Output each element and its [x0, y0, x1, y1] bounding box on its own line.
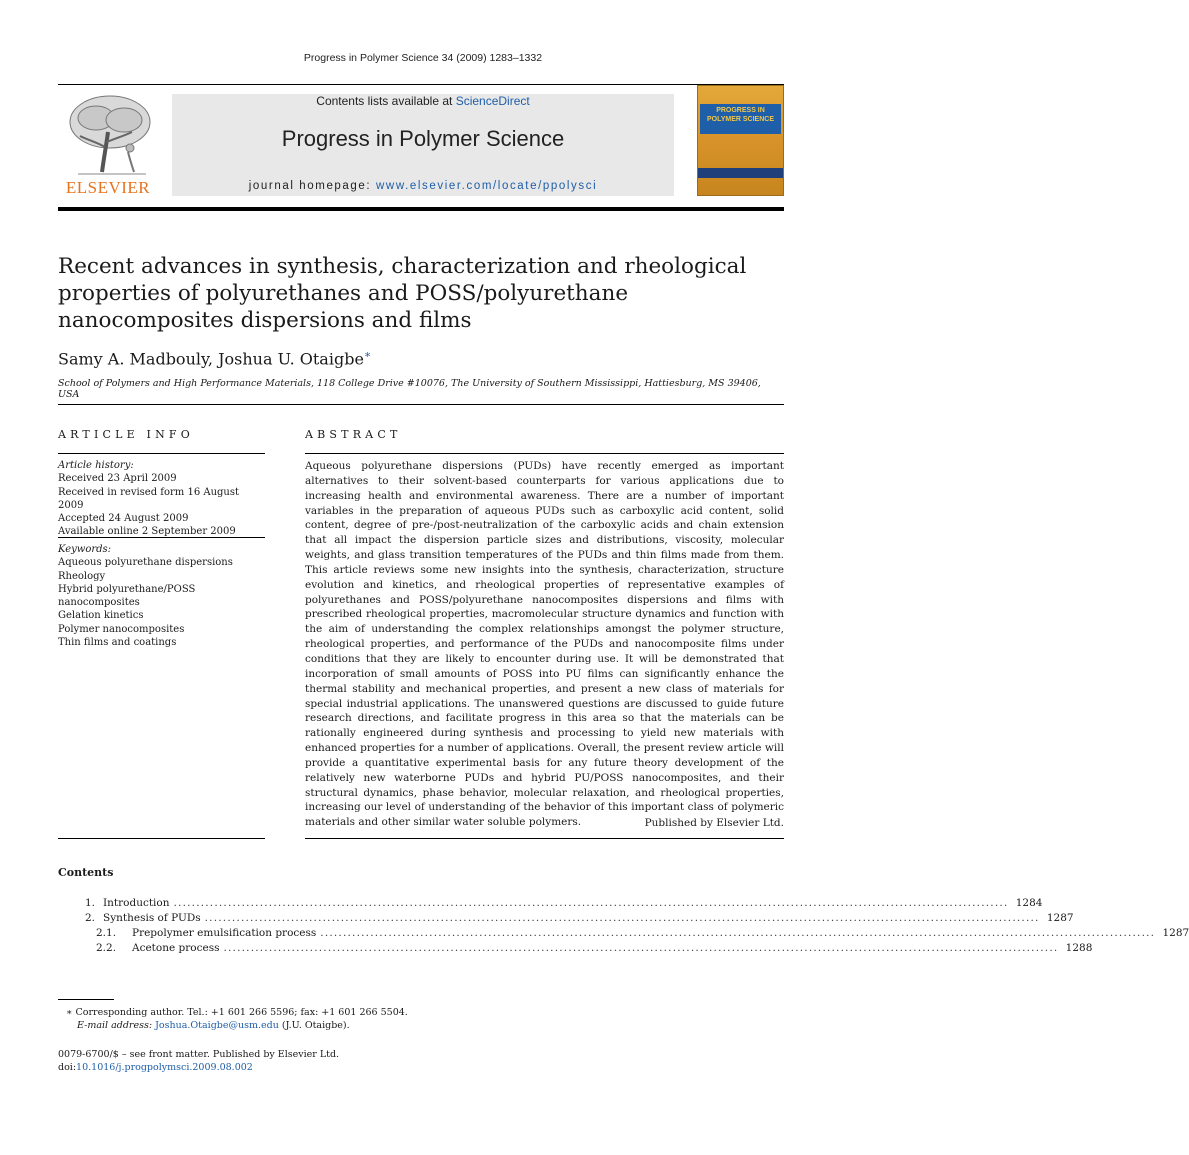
- toc-page: 1288: [1065, 942, 1093, 954]
- footnote-rule: [58, 999, 114, 1000]
- corresponding-author-text: Corresponding author. Tel.: +1 601 266 5596; fax: +1 601 266 5504.: [75, 1007, 408, 1018]
- toc-leader: ........................................................................................................................................................................................: [223, 942, 1059, 954]
- contents-prefix: Contents lists available at: [316, 94, 456, 108]
- toc-page: 1287: [1162, 927, 1189, 939]
- toc-label: Introduction: [103, 897, 170, 909]
- keywords-list: [58, 543, 278, 649]
- toc-label: Acetone process: [132, 942, 220, 954]
- header-rule: [58, 84, 784, 85]
- journal-homepage-line: [172, 180, 674, 192]
- contents-heading: Contents: [58, 866, 114, 879]
- corresponding-author-footnote: [66, 1006, 784, 1019]
- issn-line: 0079-6700/$ – see front matter. Published by Elsevier Ltd.: [58, 1049, 340, 1060]
- toc-leader: ........................................................................................................................................................................................: [204, 912, 1040, 924]
- toc-number: 2.2.: [96, 942, 117, 954]
- doi-line: [58, 1061, 784, 1074]
- history-item: Received 23 April 2009: [58, 473, 177, 485]
- toc-page: 1287: [1046, 912, 1074, 924]
- email-label: E-mail address:: [77, 1020, 153, 1031]
- article-info-heading: ARTICLE INFO: [58, 428, 194, 441]
- article-info-bottom-rule: [58, 838, 265, 839]
- cover-strip: [698, 168, 783, 178]
- keyword-item: Aqueous polyurethane dispersions: [58, 557, 233, 569]
- article-title: Recent advances in synthesis, characterization and rheological properties of polyurethanes and POSS/polyurethane nanocomposites dispersions and films: [58, 254, 747, 333]
- article-history: [58, 459, 265, 539]
- toc-label: Synthesis of PUDs: [103, 912, 201, 924]
- keywords-label: Keywords:: [58, 544, 112, 555]
- affiliation-rule: [58, 404, 784, 405]
- toc-page: 1284: [1015, 897, 1043, 909]
- keywords-rule: [58, 537, 265, 538]
- journal-name: Progress in Polymer Science: [281, 126, 565, 151]
- homepage-link[interactable]: www.elsevier.com/locate/ppolysci: [376, 180, 598, 192]
- article-authors: [58, 348, 371, 368]
- elsevier-wordmark: ELSEVIER: [65, 178, 151, 197]
- toc-entry[interactable]: [58, 927, 1189, 942]
- keyword-item: Thin films and coatings: [58, 637, 177, 649]
- toc-leader: ........................................................................................................................................................................................: [173, 897, 1009, 909]
- published-by: Published by Elsevier Ltd.: [644, 817, 784, 829]
- toc-number: 2.1.: [96, 927, 117, 939]
- toc-number: 2.: [84, 912, 95, 924]
- keyword-item: Gelation kinetics: [58, 610, 144, 622]
- doi-link[interactable]: 10.1016/j.progpolymsci.2009.08.002: [76, 1062, 253, 1073]
- sciencedirect-link[interactable]: ScienceDirect: [455, 94, 530, 108]
- toc-entry[interactable]: [58, 912, 1074, 927]
- toc-leader: ........................................................................................................................................................................................: [320, 927, 1156, 939]
- history-item: Accepted 24 August 2009: [58, 513, 189, 525]
- email-link[interactable]: Joshua.Otaigbe@usm.edu: [155, 1020, 279, 1031]
- keyword-item: Rheology: [58, 570, 106, 582]
- abstract-rule: [305, 453, 784, 454]
- running-head: Progress in Polymer Science 34 (2009) 1283–1332: [303, 52, 543, 64]
- doi-prefix: doi:: [58, 1062, 77, 1073]
- contents-available-line: [172, 94, 674, 108]
- toc-label: Prepolymer emulsification process: [132, 927, 317, 939]
- keyword-item: Hybrid polyurethane/POSS nanocomposites: [58, 583, 196, 609]
- corresponding-author-mark[interactable]: ∗: [363, 348, 372, 361]
- toc-number: 1.: [84, 897, 95, 909]
- homepage-prefix: journal homepage:: [248, 180, 377, 192]
- author-affiliation: School of Polymers and High Performance Materials, 118 College Drive #10076, The University of Southern Mississippi, Hattiesburg, MS 39406, USA: [58, 378, 761, 400]
- toc-entry[interactable]: [58, 897, 1043, 912]
- abstract-heading: ABSTRACT: [305, 428, 402, 441]
- email-footnote: [77, 1019, 784, 1032]
- author-names: Samy A. Madbouly, Joshua U. Otaigbe: [58, 349, 364, 369]
- journal-cover-thumbnail: [697, 85, 784, 196]
- abstract-text: Aqueous polyurethane dispersions (PUDs) have recently emerged as important alternatives to their solvent-based counterparts for various applications due to increasing health and environmental awareness. There are a number of important variables in the preparation of aqueous PUDs such as carboxylic acid content, solid content, degree of pre-/post-neutralization of the carboxylic acids and chain extension that all impact the dispersion particle sizes and distributions, viscosity, molecular weights, and glass transition temperatures of the PUDs and thin films made from them. This article reviews some new insights into the synthesis, characterization, structure evolution and kinetics, and rheological properties of representative examples of polyurethanes and POSS/polyurethane nanocomposites dispersions and films with prescribed rheological properties, macromolecular structure dynamics and function with the aim of understanding the complex relationships amongst the polymer structure, rheological properties, and performance of the PUDs and nanocomposite films under conditions that they are likely to encounter during use. It will be demonstrated that incorporation of small amounts of POSS into PU films can significantly enhance the thermal stability and mechanical properties, and present a new class of materials for special industrial applications. The unanswered questions are discussed to guide future research directions, and facilitate progress in this area so that the materials can be rationally engineered during synthesis and processing to yield new materials with enhanced properties for a number of applications. Overall, the present review article will provide a quantitative experimental basis for any future theory development of the relatively new waterborne PUDs and hybrid PU/POSS nanocomposites, and their structural dynamics, phase behavior, molecular relaxation, and rheological properties, increasing our level of understanding of the behavior of this important class of polymeric materials and other similar water soluble polymers.: [305, 460, 784, 829]
- article-info-rule: [58, 453, 265, 454]
- keyword-item: Polymer nanocomposites: [58, 623, 185, 635]
- email-suffix: (J.U. Otaigbe).: [281, 1020, 350, 1031]
- article-history-label: Article history:: [58, 460, 134, 471]
- cover-title: PROGRESS IN POLYMER SCIENCE: [700, 104, 781, 134]
- history-item: Received in revised form 16 August 2009: [58, 486, 240, 511]
- footnote-mark: ∗: [66, 1007, 73, 1018]
- toc-entry[interactable]: [58, 942, 1093, 957]
- abstract-bottom-rule: [305, 838, 784, 839]
- history-item: Available online 2 September 2009: [58, 526, 236, 538]
- header-thick-rule: [58, 207, 784, 211]
